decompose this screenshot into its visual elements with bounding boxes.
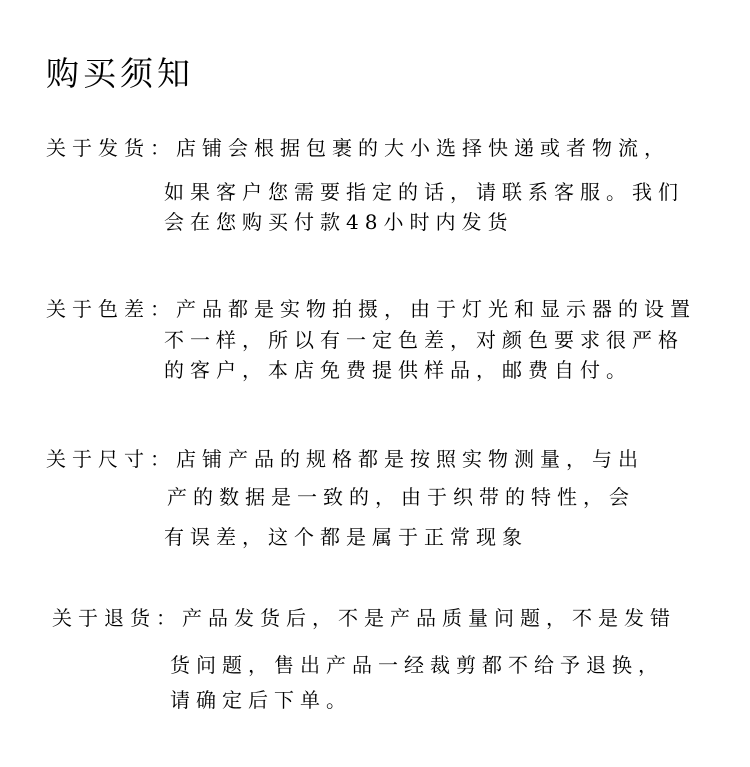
size-line-1: 关于尺寸：店铺产品的规格都是按照实物测量，与出 [46,447,644,471]
shipping-line-1: 关于发货：店铺会根据包裹的大小选择快递或者物流， [46,136,670,160]
size-line-2: 产的数据是一致的，由于织带的特性，会 [167,485,635,509]
shipping-line-2: 如果客户您需要指定的话，请联系客服。我们 [164,180,684,204]
returns-line-1: 关于退货：产品发货后，不是产品质量问题，不是发错 [52,606,676,630]
returns-line-2: 货问题，售出产品一经裁剪都不给予退换， [170,653,664,677]
size-line-3: 有误差，这个都是属于正常现象 [164,525,528,549]
color-line-1: 关于色差：产品都是实物拍摄，由于灯光和显示器的设置 [46,297,696,321]
shipping-line-3: 会在您购买付款48小时内发货 [164,210,514,234]
color-line-2: 不一样，所以有一定色差，对颜色要求很严格 [164,328,684,352]
page-title: 购买须知 [46,54,194,93]
color-line-3: 的客户，本店免费提供样品，邮费自付。 [164,358,632,382]
returns-line-3: 请确定后下单。 [170,688,352,712]
